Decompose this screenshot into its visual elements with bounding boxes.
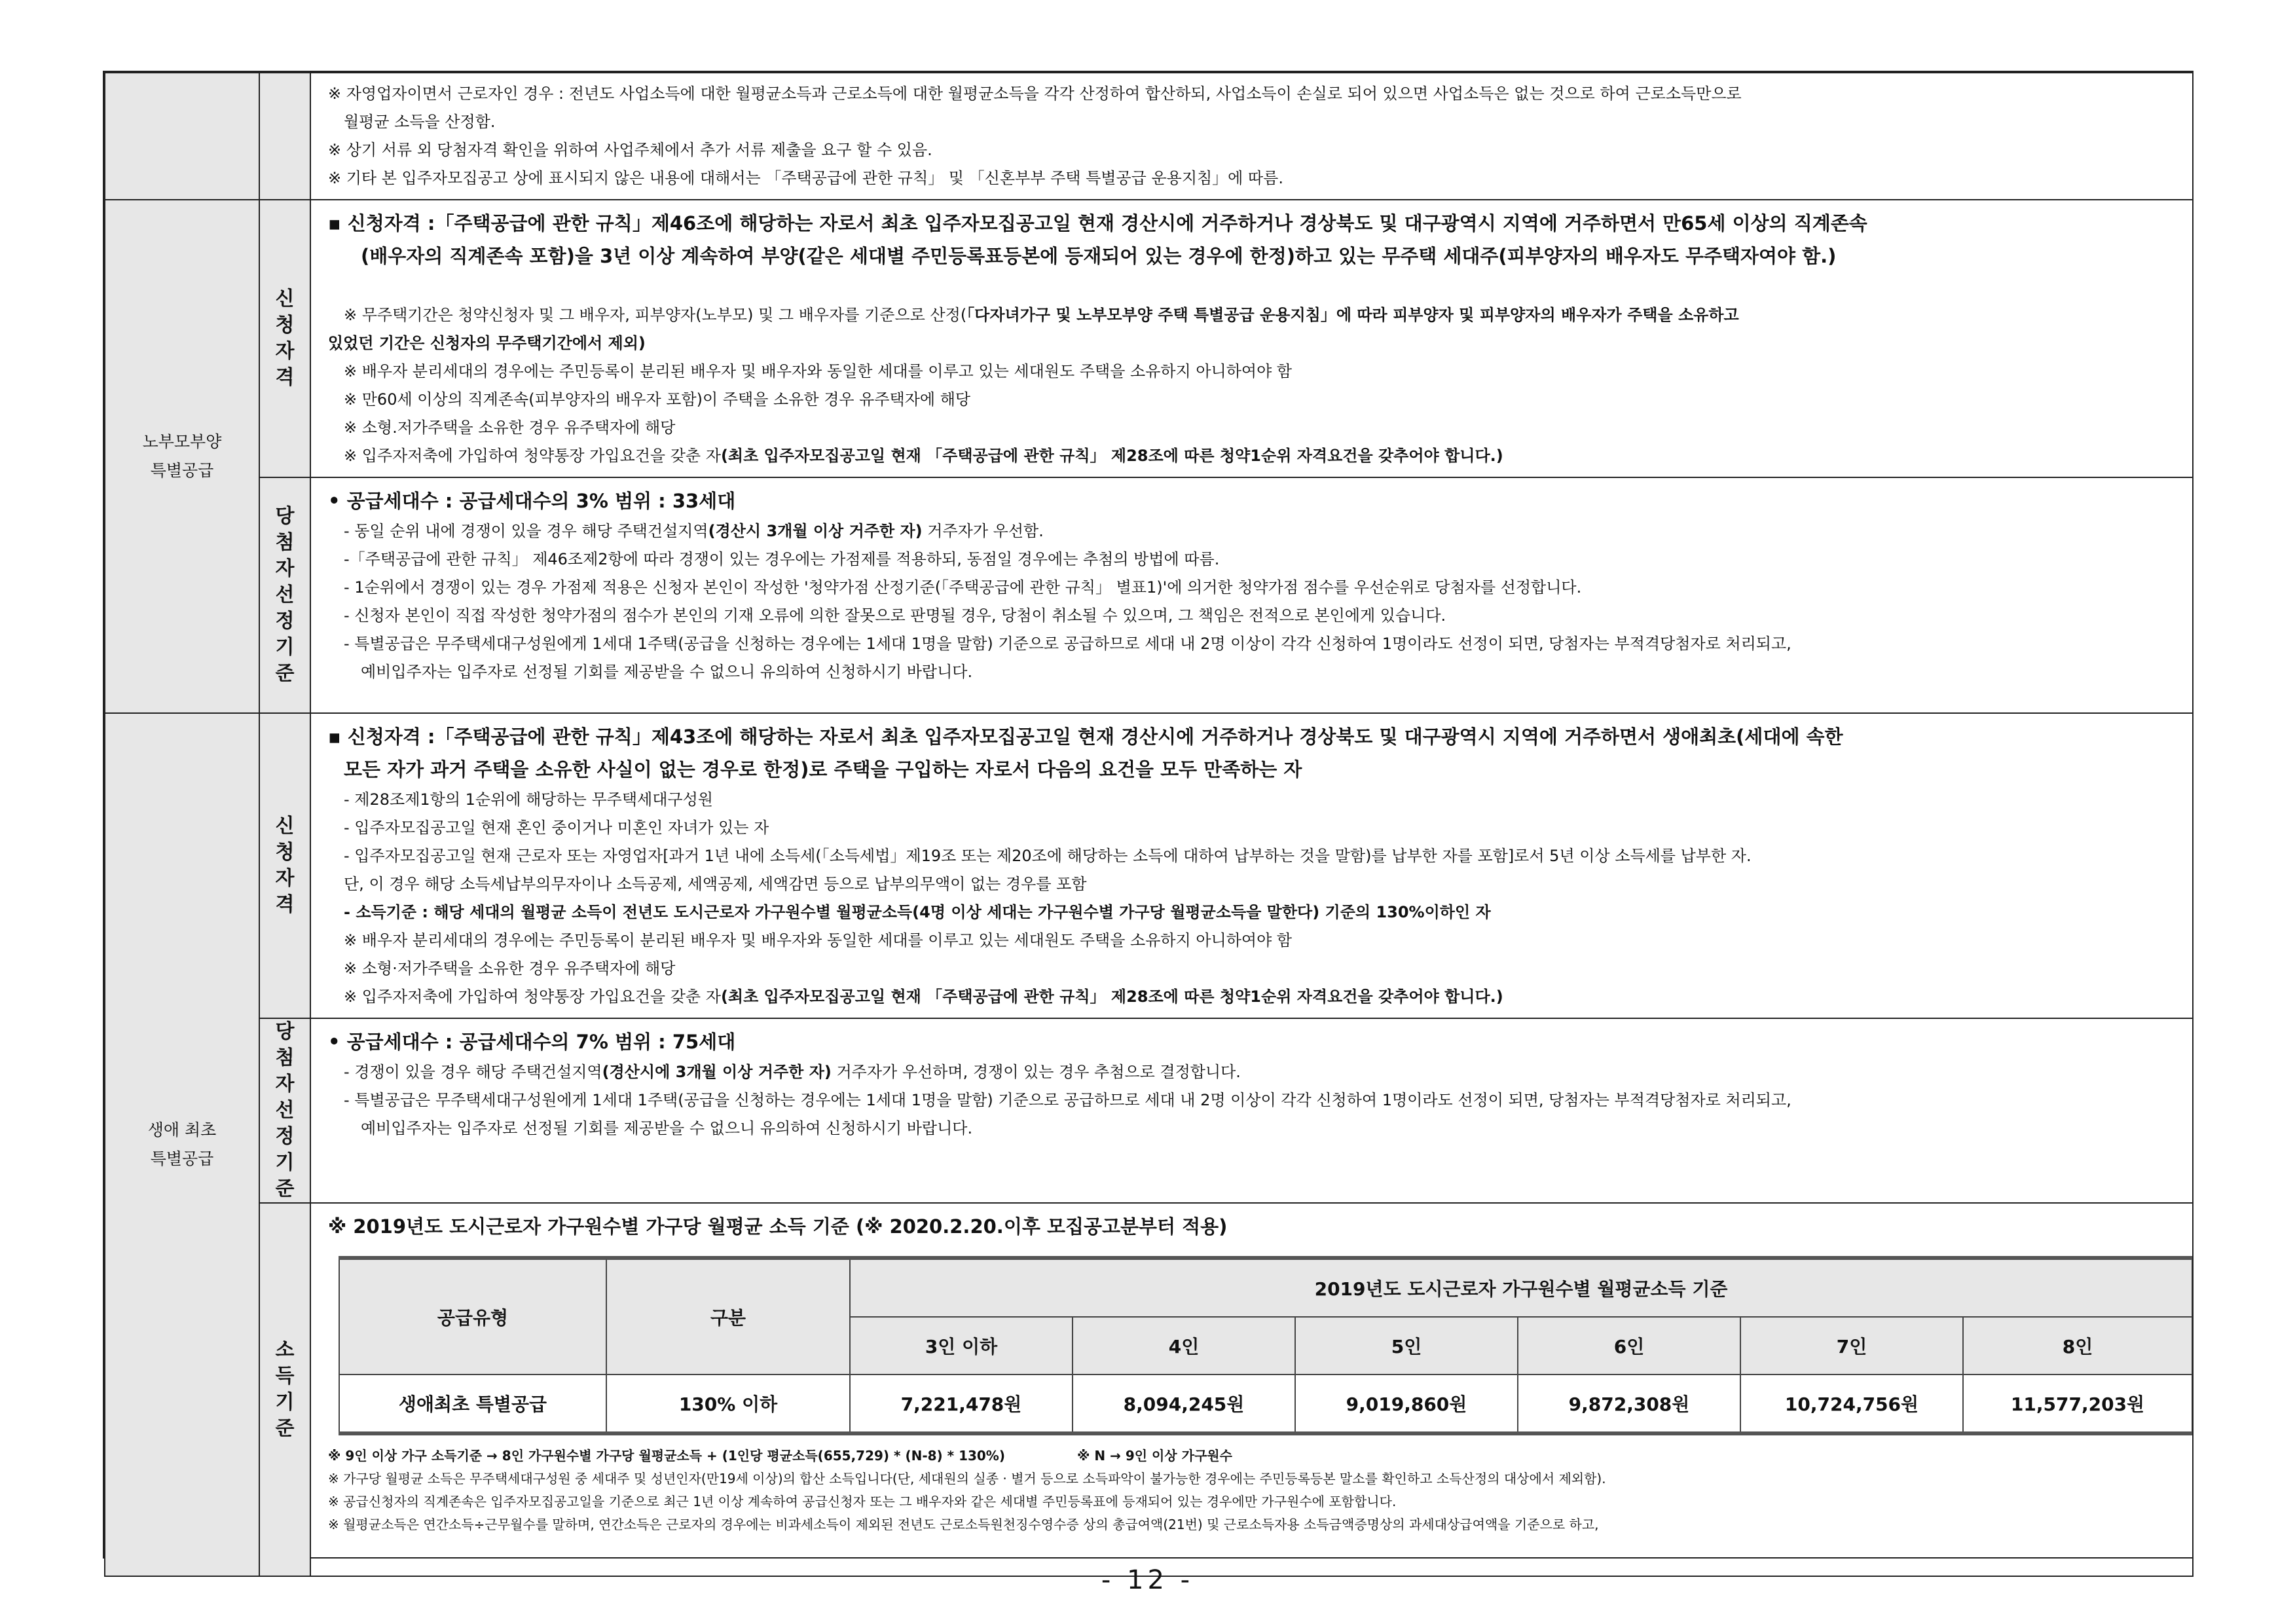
supply-count-heading: • 공급세대수 : 공급세대수의 7% 범위 : 75세대	[328, 1031, 736, 1053]
table-row	[105, 73, 2193, 200]
cell-division: 130% 이하	[606, 1375, 850, 1433]
table-row	[105, 1018, 2193, 1203]
note-line: ※ 입주자저축에 가입하여 청약통장 가입요건을 갖춘 자(최초 입주자모집공고일 현재 「주택공급에 관한 규칙」 제28조에 따른 청약1순위 자격요건을 갖추어야 합니다.)	[344, 987, 1503, 1006]
note-line: ※ 무주택기간은 청약신청자 및 그 배우자, 피부양자(노부모) 및 그 배우자를 기준으로 산정(「다자녀가구 및 노부모부양 주택 특별공급 운용지침」에 따라 피부양자 및 피부양자의 배우자가 주택을 소유하고	[344, 306, 1739, 324]
header-household-size: 8인	[1963, 1317, 2192, 1375]
subcategory-cell-empty	[259, 73, 310, 200]
table-row	[105, 1203, 2193, 1576]
header-division: 구분	[606, 1258, 850, 1375]
table-header-row	[339, 1258, 2192, 1317]
cell-income-value: 8,094,245원	[1073, 1375, 1295, 1433]
footnote-line: ※ 공급신청자의 직계존속은 입주자모집공고일을 기준으로 최근 1년 이상 계속하여 공급신청자 또는 그 배우자와 같은 세대별 주민등록표에 등재되어 있는 경우에만 가구원수에 포함합니다.	[328, 1494, 1397, 1509]
income-notes-cell	[310, 73, 2193, 200]
table-row	[339, 1375, 2192, 1433]
table-row	[105, 477, 2193, 713]
qualification-heading: 모든 자가 과거 주택을 소유한 사실이 없는 경우로 한정)로 주택을 구입하는 자로서 다음의 요건을 모두 만족하는 자	[344, 758, 1302, 781]
footnote-line: ※ 월평균소득은 연간소득÷근무월수를 말하며, 연간소득은 근로자의 경우에는 비과세소득이 제외된 전년도 근로소득원천징수영수증 상의 총급여액(21번) 및 근로소득자용 소득금액증명상의 과세대상급여액을 기준으로 하고,	[328, 1517, 1599, 1532]
note-line: ※ 만60세 이상의 직계존속(피부양자의 배우자 포함)이 주택을 소유한 경우 유주택자에 해당	[344, 390, 971, 409]
cell-income-value: 11,577,203원	[1963, 1375, 2192, 1433]
note-line: 있었던 기간은 신청자의 무주택기간에서 제외)	[328, 334, 646, 352]
income-requirement-line: - 소득기준 : 해당 세대의 월평균 소득이 전년도 도시근로자 가구원수별 월평균소득(4명 이상 세대는 가구원수별 가구당 월평균소득을 말한다) 기준의 130%이하인 자	[344, 903, 1491, 921]
header-household-size: 6인	[1518, 1317, 1740, 1375]
requirement-line: - 제28조제1항의 1순위에 해당하는 무주택세대구성원	[344, 790, 713, 809]
label-income-criteria: 소 득 기 준	[259, 1203, 310, 1576]
header-household-size: 3인 이하	[850, 1317, 1073, 1375]
income-table-title: ※ 2019년도 도시근로자 가구원수별 가구당 월평균 소득 기준 (※ 2020.2.20.이후 모집공고분부터 적용)	[328, 1215, 1228, 1238]
cell-income-value: 10,724,756원	[1740, 1375, 1963, 1433]
note-line: - 1순위에서 경쟁이 있는 경우 가점제 적용은 신청자 본인이 작성한 '청약가점 산정기준(「주택공급에 관한 규칙」 별표1)'에 의거한 청약가점 점수를 우선순위로 당첨자를 선정합니다.	[344, 578, 1582, 597]
note-line: ※ 소형.저가주택을 소유한 경우 유주택자에 해당	[344, 418, 676, 437]
note-line: 월평균 소득을 산정함.	[344, 113, 496, 131]
note-line: ※ 배우자 분리세대의 경우에는 주민등록이 분리된 배우자 및 배우자와 동일한 세대를 이루고 있는 세대원도 주택을 소유하지 아니하여야 함	[344, 931, 1293, 950]
note-line: ※ 기타 본 입주자모집공고 상에 표시되지 않은 내용에 대해서는 「주택공급에 관한 규칙」 및 「신혼부부 주택 특별공급 운용지침」에 따름.	[328, 169, 1283, 187]
header-income-group: 2019년도 도시근로자 가구원수별 월평균소득 기준	[850, 1258, 2192, 1317]
label-winner-selection: 당 첨 자 선 정 기 준	[259, 1018, 310, 1203]
cell-income-value: 7,221,478원	[850, 1375, 1073, 1433]
note-line: - 경쟁이 있을 경우 해당 주택건설지역(경산시에 3개월 이상 거주한 자) 거주자가 우선하며, 경쟁이 있는 경우 추첨으로 결정합니다.	[344, 1063, 1241, 1081]
header-household-size: 5인	[1295, 1317, 1518, 1375]
label-winner-selection: 당 첨 자 선 정 기 준	[259, 477, 310, 713]
qualification-heading: (배우자의 직계존속 포함)을 3년 이상 계속하여 부양(같은 세대별 주민등록표등본에 등재되어 있는 경우에 한정)하고 있는 무주택 세대주(피부양자의 배우자도 무주택자여야 함.)	[361, 245, 1837, 267]
qualification-heading: ▪ 신청자격 :「주택공급에 관한 규칙」제46조에 해당하는 자로서 최초 입주자모집공고일 현재 경산시에 거주하거나 경상북도 및 대구광역시 지역에 거주하면서 만65세 이상의 직계존속	[328, 212, 1867, 234]
first-qualification-cell	[310, 713, 2193, 1018]
header-household-size: 7인	[1740, 1317, 1963, 1375]
header-household-size: 4인	[1073, 1317, 1295, 1375]
category-elderly-support: 노부모부양 특별공급	[105, 200, 259, 713]
note-line: ※ 상기 서류 외 당첨자격 확인을 위하여 사업주체에서 추가 서류 제출을 요구 할 수 있음.	[328, 141, 932, 159]
cell-income-value: 9,019,860원	[1295, 1375, 1518, 1433]
note-line: - 신청자 본인이 직접 작성한 청약가점의 점수가 본인의 기재 오류에 의한 잘못으로 판명될 경우, 당첨이 취소될 수 있으며, 그 책임은 전적으로 본인에게 있습니다.	[344, 606, 1446, 625]
footnote-line: ※ 가구당 월평균 소득은 무주택세대구성원 중 세대주 및 성년인자(만19세 이상)의 합산 소득입니다(단, 세대원의 실종 · 별거 등으로 소득파악이 불가능한 경우에는 주민등록등본 말소를 확인하고 소득산정의 대상에서 제외함).	[328, 1471, 1606, 1486]
header-supply-type: 공급유형	[339, 1258, 606, 1375]
page-number: - 12 -	[1101, 1565, 1194, 1595]
income-table	[339, 1256, 2193, 1435]
elderly-qualification-cell	[310, 200, 2193, 477]
note-line: - 특별공급은 무주택세대구성원에게 1세대 1주택(공급을 신청하는 경우에는 1세대 1명을 말함) 기준으로 공급하므로 세대 내 2명 이상이 각각 신청하여 1명이라도 선정이 되면, 당첨자는 부적격당첨자로 처리되고,	[344, 635, 1791, 653]
notice-table	[104, 72, 2194, 1577]
label-qualification: 신 청 자 격	[259, 200, 310, 477]
note-line: - 동일 순위 내에 경쟁이 있을 경우 해당 주택건설지역(경산시 3개월 이상 거주한 자) 거주자가 우선함.	[344, 522, 1044, 540]
elderly-selection-cell	[310, 477, 2193, 713]
note-line: ※ 배우자 분리세대의 경우에는 주민등록이 분리된 배우자 및 배우자와 동일한 세대를 이루고 있는 세대원도 주택을 소유하지 아니하여야 함	[344, 362, 1293, 380]
table-row	[105, 200, 2193, 477]
note-line: -「주택공급에 관한 규칙」 제46조제2항에 따라 경쟁이 있는 경우에는 가점제를 적용하되, 동점일 경우에는 추첨의 방법에 따름.	[344, 550, 1220, 568]
requirement-line: 단, 이 경우 해당 소득세납부의무자이나 소득공제, 세액공제, 세액감면 등으로 납부의무액이 없는 경우를 포함	[344, 875, 1087, 893]
document-frame	[103, 71, 2194, 1559]
qualification-heading: ▪ 신청자격 :「주택공급에 관한 규칙」제43조에 해당하는 자로서 최초 입주자모집공고일 현재 경산시에 거주하거나 경상북도 및 대구광역시 지역에 거주하면서 생애최초(세대에 속한	[328, 726, 1843, 748]
category-cell-empty	[105, 73, 259, 200]
requirement-line: - 입주자모집공고일 현재 근로자 또는 자영업자[과거 1년 내에 소득세(「소득세법」제19조 또는 제20조에 해당하는 소득에 대하여 납부하는 것을 말함)를 납부한 자를 포함]로서 5년 이상 소득세를 납부한 자.	[344, 847, 1752, 865]
note-line: 예비입주자는 입주자로 선정될 기회를 제공받을 수 없으니 유의하여 신청하시기 바랍니다.	[361, 663, 973, 681]
category-first-time-buyer: 생애 최초 특별공급	[105, 713, 259, 1576]
note-line: ※ 자영업자이면서 근로자인 경우 : 전년도 사업소득에 대한 월평균소득과 근로소득에 대한 월평균소득을 각각 산정하여 합산하되, 사업소득이 손실로 되어 있으면 사업소득은 없는 것으로 하여 근로소득만으로	[328, 84, 1742, 103]
label-qualification: 신 청 자 격	[259, 713, 310, 1018]
note-line: ※ 소형·저가주택을 소유한 경우 유주택자에 해당	[344, 959, 676, 978]
note-line: ※ 입주자저축에 가입하여 청약통장 가입요건을 갖춘 자(최초 입주자모집공고일 현재 「주택공급에 관한 규칙」 제28조에 따른 청약1순위 자격요건을 갖추어야 합니다.)	[344, 447, 1503, 465]
cell-income-value: 9,872,308원	[1518, 1375, 1740, 1433]
cell-supply-type: 생애최초 특별공급	[339, 1375, 606, 1433]
table-row	[105, 713, 2193, 1018]
note-line: 예비입주자는 입주자로 선정될 기회를 제공받을 수 없으니 유의하여 신청하시기 바랍니다.	[361, 1119, 973, 1137]
supply-count-heading: • 공급세대수 : 공급세대수의 3% 범위 : 33세대	[328, 490, 736, 512]
footnote-line: ※ 9인 이상 가구 소득기준 → 8인 가구원수별 가구당 월평균소득 + (1인당 평균소득(655,729) * (N-8) * 130%) ※ N → 9인 이상 가구원수	[328, 1448, 1232, 1464]
note-line: - 특별공급은 무주택세대구성원에게 1세대 1주택(공급을 신청하는 경우에는 1세대 1명을 말함) 기준으로 공급하므로 세대 내 2명 이상이 각각 신청하여 1명이라도 선정이 되면, 당첨자는 부적격당첨자로 처리되고,	[344, 1091, 1791, 1109]
requirement-line: - 입주자모집공고일 현재 혼인 중이거나 미혼인 자녀가 있는 자	[344, 819, 769, 837]
first-selection-cell	[310, 1018, 2193, 1203]
income-criteria-cell	[310, 1203, 2193, 1576]
